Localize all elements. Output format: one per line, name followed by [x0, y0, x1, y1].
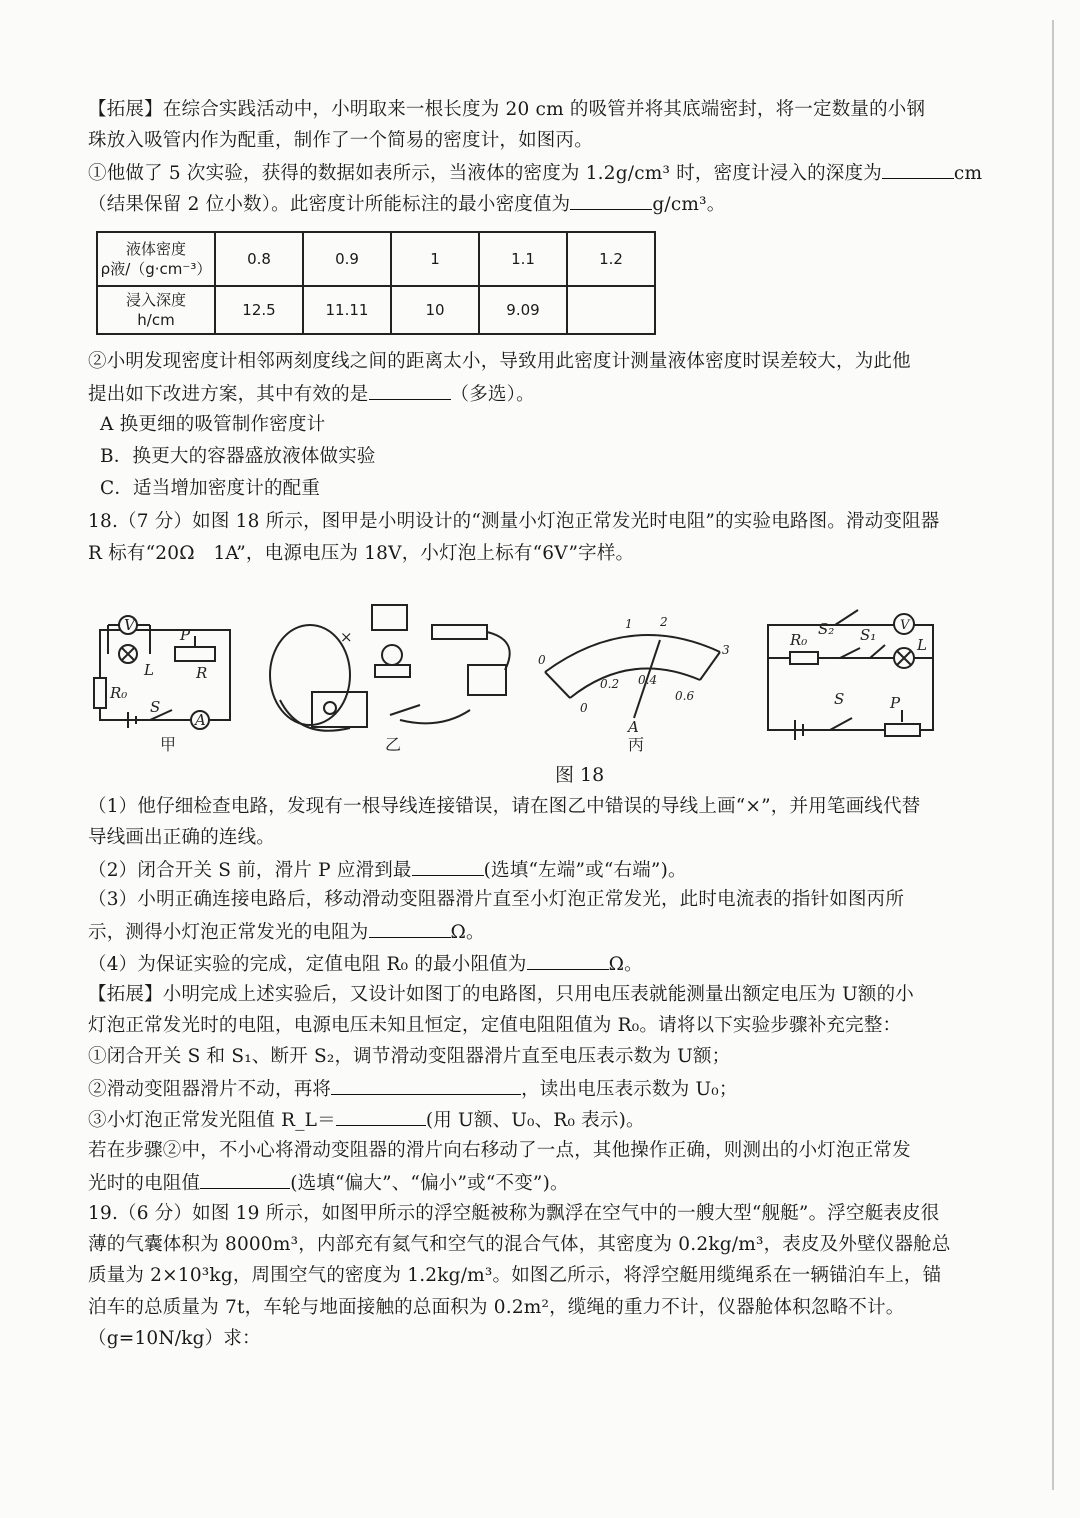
q18-sub3-suffix: Ω。: [450, 922, 485, 943]
q18-sub4-text: （4）为保证实验的完成，定值电阻 R₀ 的最小阻值为: [88, 954, 527, 975]
q18-sub3-line-1: （3）小明正确连接电路后，移动滑动变阻器滑片直至小灯泡正常发光，此时电流表的指针如图丙所: [88, 889, 905, 910]
option-a: A 换更细的吸管制作密度计: [100, 414, 326, 435]
q19-line-1: 19.（6 分）如图 19 所示，如图甲所示的浮空艇被称为飘浮在空气中的一艘大型“舰艇”。浮空艇表皮很: [88, 1203, 940, 1224]
label-V: V: [124, 616, 135, 634]
step-2-suffix: ，读出电压表示数为 U₀；: [521, 1079, 738, 1100]
label-P: P: [180, 626, 191, 644]
table-cell: 11.11: [303, 286, 391, 334]
fig-label-jia: 甲: [160, 735, 177, 754]
figure-caption: 图 18: [555, 764, 605, 786]
extension2-line-2: 灯泡正常发光时的电阻，电源电压未知且恒定，定值电阻阻值为 R₀。请将以下实验步骤补充完整：: [88, 1015, 902, 1036]
extension2-line-1: 【拓展】小明完成上述实验后，又设计如图丁的电路图，只用电压表就能测量出额定电压为 U额的小: [88, 984, 914, 1005]
answer-blank-depth[interactable]: [882, 160, 954, 179]
label-S: S: [150, 698, 161, 716]
physical-circuit-yi: [270, 605, 510, 731]
answer-blank-RL[interactable]: [336, 1107, 426, 1126]
q19-line-3: 质量为 2×10³kg，周围空气的密度为 1.2kg/m³。如图乙所示，将浮空艇用缆绳系在一辆锚泊车上，锚: [88, 1265, 942, 1286]
extension-paragraph-line-1: 【拓展】在综合实践活动中，小明取来一根长度为 20 cm 的吸管并将其底端密封，将一定数量的小钢: [88, 99, 926, 120]
q18-sub1-line-2: 导线画出正确的连线。: [88, 827, 276, 848]
step-3-suffix: (用 U额、U₀、R₀ 表示)。: [425, 1110, 645, 1131]
table-cell: 10: [391, 286, 479, 334]
extension2-line-error: 若在步骤②中，不小心将滑动变阻器的滑片向右移动了一点，其他操作正确，则测出的小灯泡正常发: [88, 1140, 911, 1161]
extension2-step-3: [88, 1107, 645, 1133]
result-text: 光时的电阻值: [88, 1173, 201, 1194]
question-2-suffix: （多选）。: [450, 384, 535, 405]
answer-blank-bias[interactable]: [200, 1170, 290, 1189]
question-2-line-1: ②小明发现密度计相邻两刻度线之间的距离太小，导致用此密度计测量液体密度时误差较大，为此他: [88, 351, 911, 372]
extension-paragraph-line-2: 珠放入吸管内作为配重，制作了一个简易的密度计，如图丙。: [88, 130, 593, 151]
step-2-text: ②滑动变阻器滑片不动，再将: [88, 1079, 332, 1100]
q18-sub2: [88, 857, 687, 883]
q18-stem-line-2: R 标有“20Ω 1A”，电源电压为 18V，小灯泡上标有“6V”字样。: [88, 543, 635, 564]
label-L-ding: L: [917, 636, 927, 654]
q18-sub2-text: （2）闭合开关 S 前，滑片 P 应滑到最: [88, 860, 412, 881]
table-header-density: 液体密度 ρ液/（g·cm⁻³）: [97, 232, 215, 286]
fig-label-bing: 丙: [628, 735, 645, 754]
answer-blank-step-2[interactable]: [331, 1076, 521, 1095]
density-data-table: [96, 231, 656, 335]
table-cell: 1.1: [479, 232, 567, 286]
q18-sub1-line-1: （1）他仔细检查电路，发现有一根导线连接错误，请在图乙中错误的导线上画“×”，并用笔画线代替: [88, 796, 921, 817]
question-2-text: 提出如下改进方案，其中有效的是: [88, 384, 369, 405]
label-R0: R₀: [110, 684, 128, 702]
label-S2: S₂: [818, 620, 835, 638]
tick-label: 0: [580, 701, 588, 715]
option-c: C．适当增加密度计的配重: [100, 478, 321, 499]
tick-label: 0.4: [638, 673, 658, 687]
tick-label: 3: [722, 643, 730, 657]
label-S1: S₁: [860, 626, 877, 644]
answer-blank-min-density[interactable]: [570, 191, 652, 210]
table-row: [97, 232, 655, 286]
q18-sub4: [88, 951, 643, 977]
unit-density: g/cm³。: [652, 194, 726, 215]
extension2-line-result: [88, 1170, 569, 1196]
answer-blank-min-R0[interactable]: [527, 951, 609, 970]
q18-sub2-suffix: (选填“左端”或“右端”)。: [483, 860, 687, 881]
label-wrong-mark: ×: [340, 628, 353, 646]
label-L: L: [144, 661, 154, 679]
question-1-line-2: [88, 191, 726, 217]
label-R0-ding: R₀: [790, 631, 808, 649]
fig-label-yi: 乙: [385, 735, 402, 754]
label-P-ding: P: [890, 694, 901, 712]
q18-sub3-line-2: [88, 919, 485, 945]
tick-label: 1: [625, 617, 633, 631]
label-V-ding: V: [900, 618, 910, 633]
extension2-step-2: [88, 1076, 738, 1102]
answer-blank-slider-end[interactable]: [412, 857, 484, 876]
label-S-ding: S: [834, 690, 845, 708]
answer-blank-multi-choice[interactable]: [369, 381, 451, 400]
figure-18-circuits: [0, 600, 1080, 760]
step-3-text: ③小灯泡正常发光阻值 R_L＝: [88, 1110, 336, 1131]
label-A: A: [195, 711, 206, 729]
table-cell: 1.2: [567, 232, 655, 286]
extension2-step-1: ①闭合开关 S 和 S₁、断开 S₂，调节滑动变阻器滑片直至电压表示数为 U额；: [88, 1046, 731, 1067]
q18-sub3-text: 示，测得小灯泡正常发光的电阻为: [88, 922, 369, 943]
answer-blank-resistance[interactable]: [369, 919, 451, 938]
tick-label: 0: [538, 653, 546, 667]
table-cell: 0.8: [215, 232, 303, 286]
result-suffix: (选填“偏大”、“偏小”或“不变”)。: [290, 1173, 569, 1194]
table-row: [97, 286, 655, 334]
q19-line-5: （g=10N/kg）求：: [88, 1328, 261, 1349]
question-1-line-1: [88, 160, 982, 186]
q18-stem-line-1: 18.（7 分）如图 18 所示，图甲是小明设计的“测量小灯泡正常发光时电阻”的实验电路图。滑动变阻器: [88, 511, 940, 532]
table-cell: 0.9: [303, 232, 391, 286]
unit-cm: cm: [953, 163, 983, 184]
option-b: B．换更大的容器盛放液体做实验: [100, 446, 376, 467]
circuit-diagram-jia: [94, 616, 230, 729]
q19-line-4: 泊车的总质量为 7t，车轮与地面接触的总面积为 0.2m²，缆绳的重力不计，仪器舱体积忽略不计。: [88, 1297, 905, 1318]
q19-line-2: 薄的气囊体积为 8000m³，内部充有氦气和空气的混合气体，其密度为 0.2kg/m³，表皮及外壁仪器舱总: [88, 1234, 951, 1255]
question-2-line-2: [88, 381, 535, 407]
label-R: R: [196, 664, 208, 682]
table-cell: 1: [391, 232, 479, 286]
question-1-text-2: （结果保留 2 位小数）。此密度计所能标注的最小密度值为: [88, 194, 571, 215]
tick-label: 0.6: [675, 689, 695, 703]
question-1-text: ①他做了 5 次实验，获得的数据如表所示，当液体的密度为 1.2g/cm³ 时，密度计浸入的深度为: [88, 163, 882, 184]
tick-label: 0.2: [600, 677, 620, 691]
ammeter-unit-label: A: [628, 718, 639, 736]
tick-label: 2: [660, 615, 668, 629]
table-cell-empty[interactable]: [567, 286, 655, 334]
q18-sub4-suffix: Ω。: [608, 954, 643, 975]
table-cell: 12.5: [215, 286, 303, 334]
table-cell: 9.09: [479, 286, 567, 334]
table-header-depth: 浸入深度 h/cm: [97, 286, 215, 334]
ammeter-dial-bing: [545, 635, 720, 718]
